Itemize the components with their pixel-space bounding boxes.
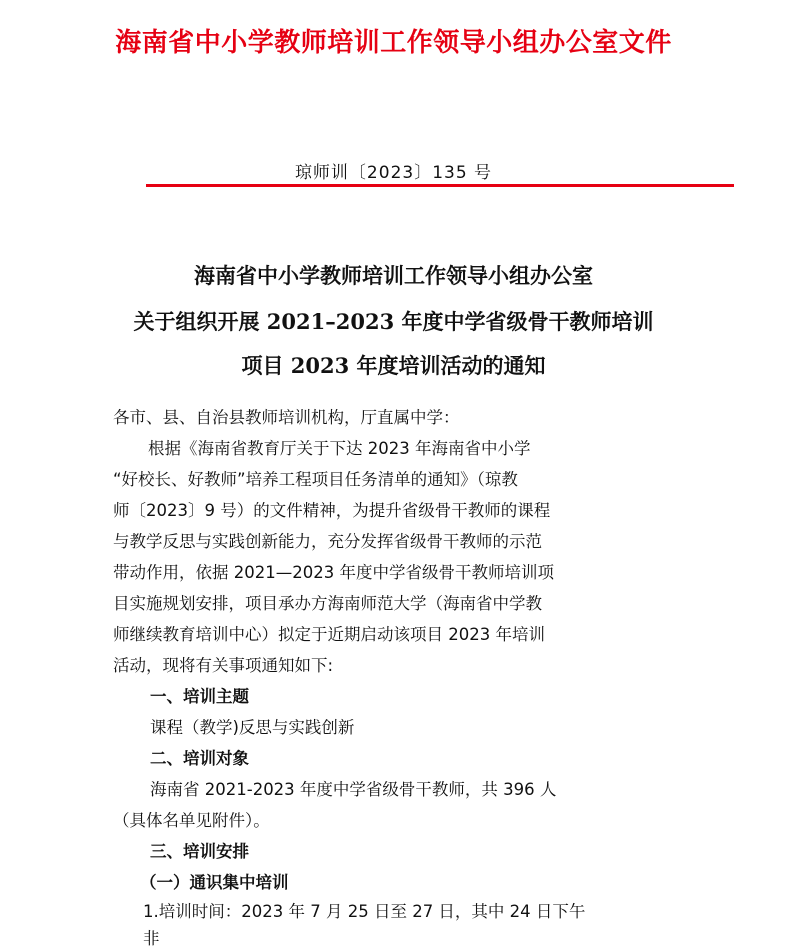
section-text-audience-line-1: 海南省 2021-2023 年度中学省级骨干教师，共 396 人 bbox=[150, 780, 557, 799]
subsection-heading-general-training: （一）通识集中培训 bbox=[140, 873, 289, 892]
document-number: 琼师训〔2023〕135 号 bbox=[294, 163, 493, 183]
section-heading-audience: 二、培训对象 bbox=[150, 749, 249, 768]
section-heading-topic: 一、培训主题 bbox=[150, 687, 249, 706]
paragraph-line: 师〔2023〕9 号）的文件精神，为提升省级骨干教师的课程 bbox=[113, 501, 551, 520]
salutation: 各市、县、自治县教师培训机构，厅直属中学： bbox=[113, 408, 460, 427]
notice-title-line-1: 海南省中小学教师培训工作领导小组办公室 bbox=[194, 263, 593, 288]
paragraph-line: 根据《海南省教育厅关于下达 2023 年海南省中小学 bbox=[148, 439, 531, 458]
training-time-line-2: 非 bbox=[143, 929, 160, 948]
section-text-audience-line-2: （具体名单见附件）。 bbox=[113, 811, 270, 830]
training-time-line-1: 1.培训时间：2023 年 7 月 25 日至 27 日，其中 24 日下午 bbox=[143, 902, 586, 921]
paragraph-line: 与教学反思与实践创新能力，充分发挥省级骨干教师的示范 bbox=[113, 532, 542, 551]
paragraph-line: 目实施规划安排，项目承办方海南师范大学（海南省中学教 bbox=[113, 594, 542, 613]
notice-title-line-3: 项目 2023 年度培训活动的通知 bbox=[241, 353, 546, 378]
masthead-title: 海南省中小学教师培训工作领导小组办公室文件 bbox=[115, 28, 672, 58]
notice-title-line-2: 关于组织开展 2021–2023 年度中学省级骨干教师培训 bbox=[133, 309, 654, 334]
section-text-topic: 课程（教学)反思与实践创新 bbox=[150, 718, 355, 737]
paragraph-line: “好校长、好教师”培养工程项目任务清单的通知》（琼教 bbox=[113, 470, 518, 489]
section-heading-arrangement: 三、培训安排 bbox=[150, 842, 249, 861]
red-divider-line bbox=[146, 184, 734, 187]
paragraph-line: 带动作用，依据 2021—2023 年度中学省级骨干教师培训项 bbox=[113, 563, 554, 582]
paragraph-line: 活动，现将有关事项通知如下: bbox=[113, 656, 334, 675]
paragraph-line: 师继续教育培训中心）拟定于近期启动该项目 2023 年培训 bbox=[113, 625, 545, 644]
